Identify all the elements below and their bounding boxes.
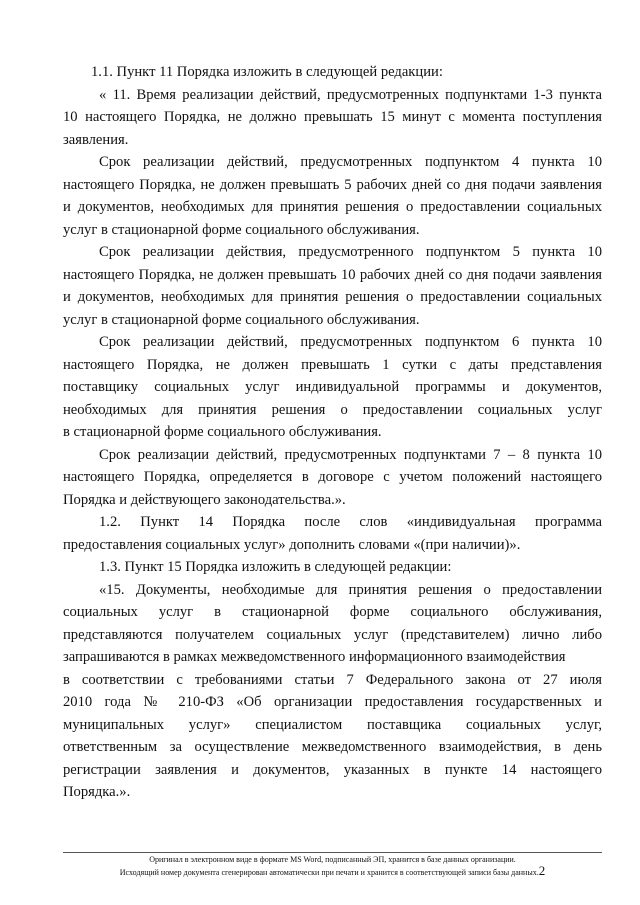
text-line: 10 настоящего Порядка, не должно превышать 15 минут с момента поступления <box>63 109 602 125</box>
text-line: Порядка и действующего законодательства.». <box>63 491 346 508</box>
text-line: и документов, необходимых для принятия решения о предоставлении социальных <box>63 289 602 305</box>
text-line: представляются получателем социальных услуг (представителем) лично либо <box>63 626 602 643</box>
footer-divider <box>63 852 602 853</box>
page-number: 2 <box>538 863 546 878</box>
text-line: запрашиваются в рамках межведомственного информационного взаимодействия <box>63 649 566 665</box>
text-line: услуг в стационарной форме социального обслуживания. <box>63 311 420 328</box>
text-line: Срок реализации действий, предусмотренных подпунктом 4 пункта 10 <box>99 154 602 170</box>
text-line: в стационарной форме социального обслуживания. <box>63 424 382 440</box>
text-line: настоящего Порядка, не должен превышать 1 сутки с даты представления <box>63 356 602 373</box>
footer-note-number <box>63 863 602 878</box>
footer-line-1: Оригинал в электронном виде в формате MS Word, подписанный ЭП, хранится в базе данных организации. <box>149 855 516 864</box>
text-line: настоящего Порядка, определяется в договоре с учетом положений настоящего <box>63 469 602 485</box>
text-line: в соответствии с требованиями статьи 7 Федерального закона от 27 июля <box>63 671 602 688</box>
text-line: Порядка.». <box>63 784 131 800</box>
text-line: 2010 года № 210-ФЗ «Об организации предоставления государственных и <box>63 694 602 710</box>
text-line: 1.3. Пункт 15 Порядка изложить в следующей редакции: <box>99 559 452 575</box>
text-line: социальных услуг в стационарной форме социального обслуживания, <box>63 604 602 620</box>
text-line: и документов, необходимых для принятия решения о предоставлении социальных <box>63 199 602 215</box>
text-line: 1.2. Пункт 14 Порядка после слов «индивидуальная программа <box>99 514 602 530</box>
text-line: настоящего Порядка, не должен превышать 10 рабочих дней со дня подачи заявления <box>63 266 602 283</box>
text-line: муниципальных услуг» специалистом поставщика социальных услуг, <box>63 716 602 733</box>
text-line: «15. Документы, необходимые для принятия решения о предоставлении <box>99 581 602 598</box>
text-line: Срок реализации действий, предусмотренных подпунктом 6 пункта 10 <box>99 334 602 350</box>
text-line: услуг в стационарной форме социального обслуживания. <box>63 221 420 238</box>
text-line: настоящего Порядка, не должен превышать 5 рабочих дней со дня подачи заявления <box>63 176 602 193</box>
text-line: Срок реализации действия, предусмотренного подпунктом 5 пункта 10 <box>99 244 602 260</box>
text-line: Срок реализации действий, предусмотренных подпунктами 7 – 8 пункта 10 <box>99 446 602 463</box>
footer-line-2: Исходящий номер документа сгенерирован автоматически при печати и хранится в соответствующей записи базы данных. <box>119 868 539 877</box>
text-line: « 11. Время реализации действий, предусмотренных подпунктами 1-3 пункта <box>99 86 602 103</box>
text-line: необходимых для принятия решения о предоставлении социальных услуг <box>63 401 602 418</box>
text-line: заявления. <box>63 131 129 148</box>
text-line: 1.1. Пункт 11 Порядка изложить в следующей редакции: <box>91 64 443 80</box>
footer-note-original <box>63 855 602 865</box>
text-line: поставщику социальных услуг индивидуальной программы и документов, <box>63 379 602 395</box>
text-line: предоставления социальных услуг» дополнить словами «(при наличии)». <box>63 536 521 553</box>
text-line: регистрации заявления и документов, указанных в пункте 14 настоящего <box>63 761 602 778</box>
text-line: ответственным за осуществление межведомственного взаимодействия, в день <box>63 739 602 755</box>
